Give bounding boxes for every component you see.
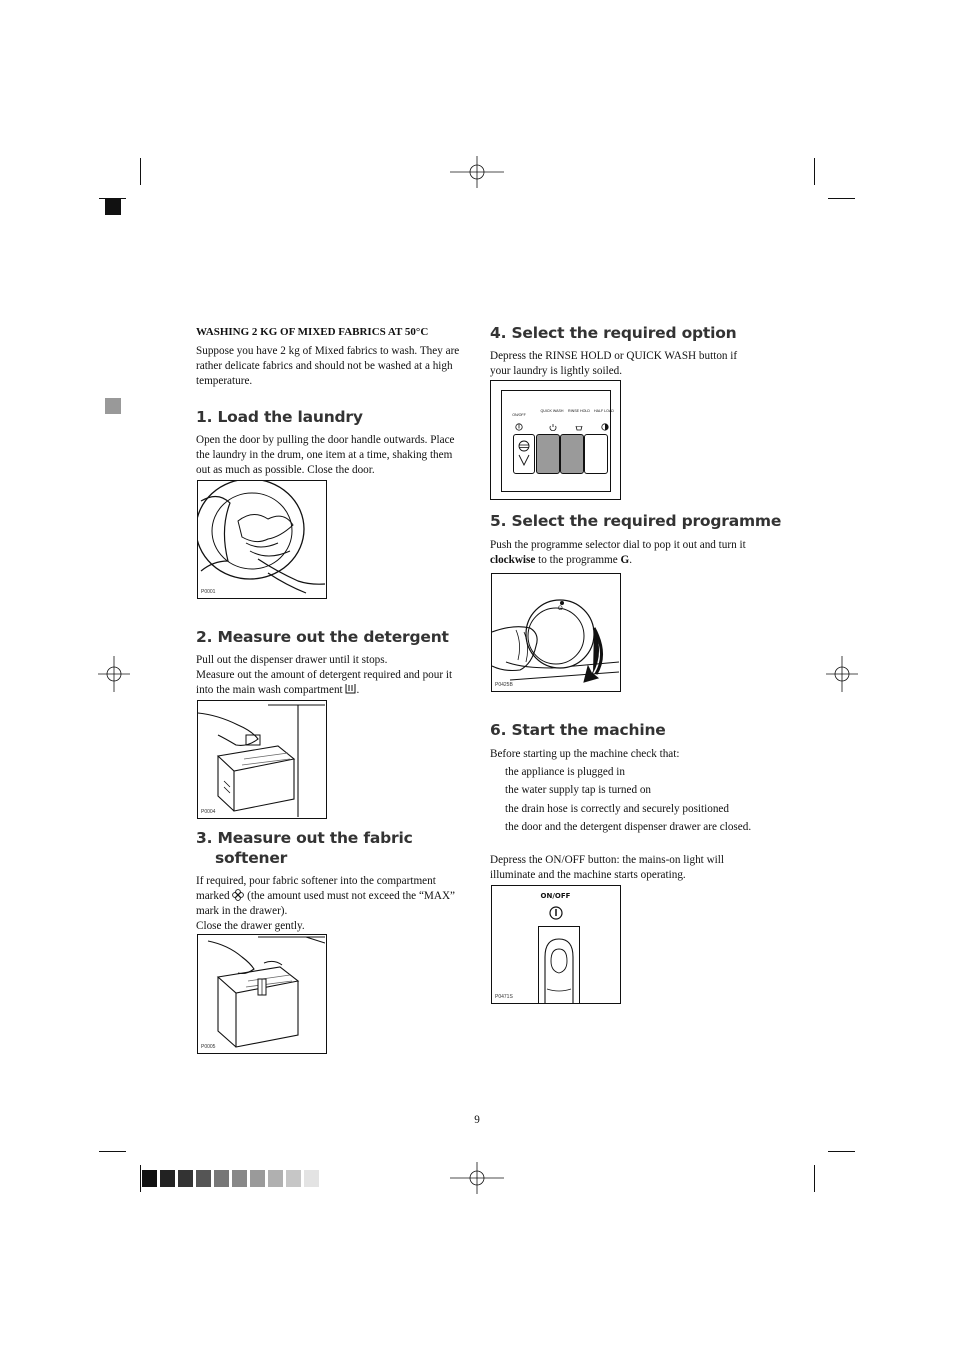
- crop-mark: [828, 1151, 855, 1152]
- crop-mark: [140, 1165, 141, 1192]
- step2-text-2-content: Measure out the amount of detergent required and pour it into the main wash compartment: [196, 669, 453, 696]
- panel-label-rinse-hold: RINSE HOLD: [568, 409, 590, 413]
- figure-code: P0005: [201, 1044, 216, 1050]
- black-square-mark: [105, 199, 121, 215]
- calibration-swatch: [250, 1170, 265, 1187]
- fabric-softener-flower-icon: [232, 889, 244, 901]
- power-symbol-icon: [515, 423, 523, 431]
- intro-text: Suppose you have 2 kg of Mixed fabrics to wash. They are rather delicate fabrics and should not be washed at a high temperature.: [196, 345, 460, 387]
- step3-text-a: If required, pour fabric softener into the compartment marked: [196, 875, 436, 902]
- step5-text-bold: clockwise: [490, 554, 536, 566]
- step5-text-b: to the programme: [538, 554, 618, 566]
- registration-mark-icon: [450, 1162, 504, 1194]
- step2-title: 2. Measure out the detergent: [196, 628, 449, 646]
- figure-fabric-softener: [197, 934, 327, 1054]
- main-wash-compartment-icon: [345, 683, 356, 694]
- figure-load-laundry: [197, 480, 327, 599]
- figure-code: P0425B: [495, 682, 513, 688]
- intro-heading: WASHING 2 KG OF MIXED FABRICS AT 50°C: [196, 326, 429, 338]
- on-off-press-button[interactable]: [538, 926, 580, 1003]
- on-off-button[interactable]: [513, 434, 535, 474]
- power-symbol-icon: [549, 906, 563, 920]
- crop-mark: [99, 1151, 126, 1152]
- calibration-swatch: [214, 1170, 229, 1187]
- registration-mark-icon: [450, 156, 504, 188]
- calibration-swatch: [178, 1170, 193, 1187]
- check-item: the appliance is plugged in: [505, 766, 625, 778]
- check-item: the drain hose is correctly and securely positioned: [505, 803, 729, 815]
- calibration-swatch: [232, 1170, 247, 1187]
- step3-text-c: Close the drawer gently.: [196, 920, 305, 932]
- panel-label-on-off: ON/OFF: [512, 413, 526, 417]
- crop-mark: [140, 158, 141, 185]
- registration-mark-icon: [98, 656, 130, 692]
- calibration-swatch: [160, 1170, 175, 1187]
- step6-intro: Before starting up the machine check that:: [490, 748, 680, 760]
- step2-text-2: Measure out the amount of detergent required and pour it into the main wash compartment .: [196, 669, 453, 696]
- half-load-button[interactable]: [584, 434, 608, 474]
- control-panel: [501, 390, 614, 492]
- figure-control-panel: [490, 380, 621, 500]
- figure-code: P0004: [201, 809, 216, 815]
- step2-text-1: Pull out the dispenser drawer until it stops.: [196, 654, 388, 666]
- step5-text: Push the programme selector dial to pop it out and turn it clockwise to the programme G.: [490, 539, 746, 566]
- figure-programme-dial: [491, 573, 621, 692]
- step4-title: 4. Select the required option: [490, 324, 737, 342]
- half-load-icon: [601, 423, 609, 431]
- step3-title-2: softener: [215, 849, 288, 867]
- quick-wash-icon: [549, 423, 557, 431]
- step4-text: Depress the RINSE HOLD or QUICK WASH button if your laundry is lightly soiled.: [490, 350, 738, 377]
- figure-code: P0001: [201, 589, 216, 595]
- panel-label-half-load: HALF LOAD: [594, 409, 614, 413]
- registration-mark-icon: [826, 656, 858, 692]
- step3-text: [196, 874, 462, 934]
- quick-wash-button[interactable]: [536, 434, 560, 474]
- step6-title: 6. Start the machine: [490, 721, 666, 739]
- grey-square-mark: [105, 398, 121, 414]
- step5-text-a: Push the programme selector dial to pop it out and turn it: [490, 539, 746, 551]
- step6-outro: Depress the ON/OFF button: the mains-on light will illuminate and the machine starts operating.: [490, 854, 724, 881]
- figure-detergent-drawer: [197, 700, 327, 819]
- rinse-hold-button[interactable]: [560, 434, 584, 474]
- step5-programme-letter: G: [620, 554, 630, 566]
- step1-text: Open the door by pulling the door handle outwards. Place the laundry in the drum, one item at a time, shaking them out as much as possible. Close the door.: [196, 434, 455, 476]
- check-item: the door and the detergent dispenser drawer are closed.: [505, 821, 752, 833]
- page-number: 9: [474, 1114, 480, 1126]
- figure-code: P0471S: [495, 994, 513, 1000]
- calibration-swatch: [268, 1170, 283, 1187]
- panel-label-quick-wash: QUICK WASH: [540, 409, 564, 413]
- figure-on-off-button: [491, 885, 621, 1004]
- rinse-hold-icon: [575, 423, 583, 431]
- dial-letter: O: [558, 606, 563, 612]
- on-off-label: ON/OFF: [540, 892, 571, 900]
- step3-text-b: (the amount used must not exceed the “MAX” mark in the drawer).: [196, 890, 455, 917]
- step3-title-1: 3. Measure out the fabric: [196, 829, 413, 847]
- crop-mark: [814, 1165, 815, 1192]
- crop-mark: [828, 198, 855, 199]
- calibration-swatch: [286, 1170, 301, 1187]
- step1-title: 1. Load the laundry: [196, 408, 363, 426]
- calibration-swatch: [196, 1170, 211, 1187]
- calibration-swatch: [304, 1170, 319, 1187]
- calibration-swatch: [142, 1170, 157, 1187]
- step5-title: 5. Select the required programme: [490, 512, 782, 530]
- crop-mark: [814, 158, 815, 185]
- check-item: the water supply tap is turned on: [505, 784, 652, 796]
